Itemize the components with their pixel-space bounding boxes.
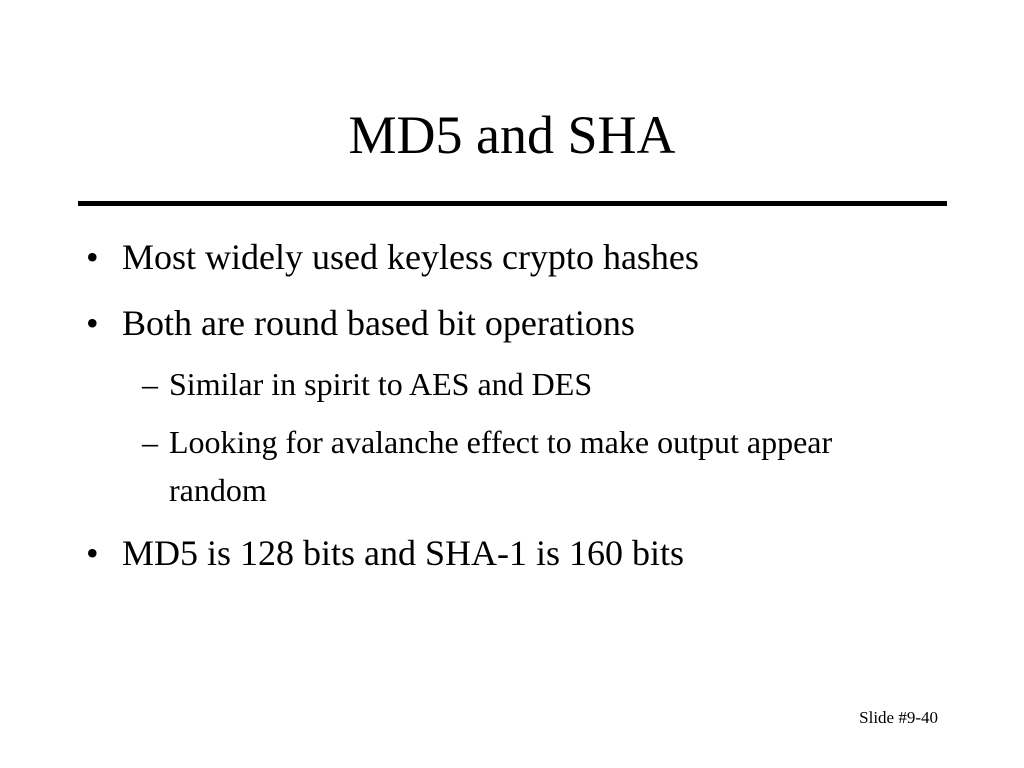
bullet-text: Most widely used keyless crypto hashes	[122, 237, 699, 277]
title-divider	[78, 201, 947, 206]
bullet-text: MD5 is 128 bits and SHA-1 is 160 bits	[122, 533, 685, 573]
slide-title: MD5 and SHA	[348, 105, 676, 165]
bullet-marker: •	[86, 303, 99, 343]
sub-bullet-text: Similar in spirit to AES and DES	[169, 366, 593, 402]
slide-number: Slide #9-40	[859, 708, 938, 727]
dash-marker: –	[142, 424, 158, 460]
dash-marker: –	[142, 366, 158, 402]
bullet-text: Both are round based bit operations	[122, 303, 635, 343]
bullet-marker: •	[86, 237, 99, 277]
bullet-marker: •	[86, 533, 99, 573]
sub-bullet-text: Looking for avalanche effect to make output appear random	[169, 424, 833, 508]
